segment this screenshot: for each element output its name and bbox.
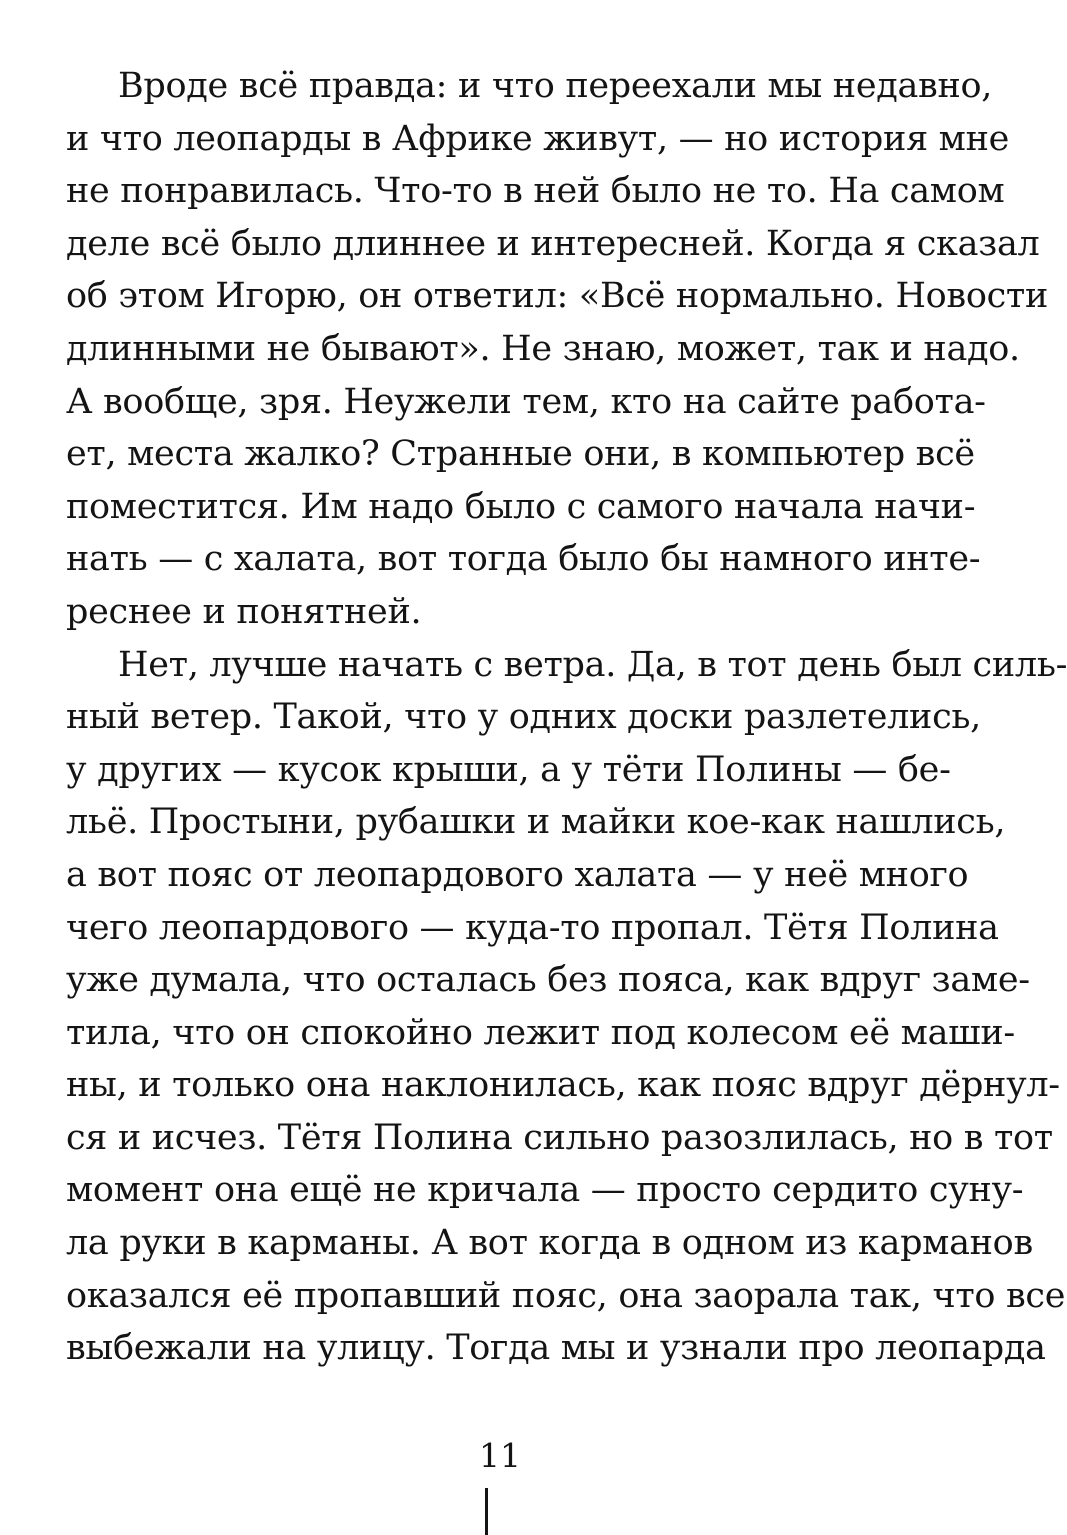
paragraph-2 (66, 639, 1067, 1375)
text-line: А вообще, зря. Неужели тем, кто на сайте работа- (66, 381, 986, 422)
text-line: длинными не бывают». Не знаю, может, так и надо. (66, 328, 1020, 369)
text-line: ный ветер. Такой, что у одних доски разлетелись, (66, 697, 981, 738)
page-rule-divider (485, 1488, 488, 1535)
text-line: тила, что он спокойно лежит под колесом её маши- (66, 1012, 1015, 1053)
text-line: чего леопардового — куда-то пропал. Тётя Полина (66, 907, 999, 948)
text-line: выбежали на улицу. Тогда мы и узнали про леопарда (66, 1328, 1046, 1369)
text-line: реснее и понятней. (66, 591, 422, 632)
text-line: момент она ещё не кричала — просто сердито суну- (66, 1170, 1024, 1211)
text-line: а вот пояс от леопардового халата — у неё много (66, 854, 969, 895)
page-number: 11 (479, 1436, 521, 1475)
text-line: уже думала, что осталась без пояса, как вдруг заме- (66, 960, 1030, 1001)
text-line: ет, места жалко? Странные они, в компьютер всё (66, 434, 975, 475)
text-line: деле всё было длиннее и интересней. Когда я сказал (66, 223, 1040, 264)
text-line: поместится. Им надо было с самого начала начи- (66, 486, 976, 527)
text-line: ны, и только она наклонилась, как пояс вдруг дёрнул- (66, 1065, 1060, 1106)
text-line: нать — с халата, вот тогда было бы намного инте- (66, 539, 981, 580)
body-text (66, 60, 1067, 1375)
text-line: Вроде всё правда: и что переехали мы недавно, (118, 66, 993, 106)
text-line: у других — кусок крыши, а у тёти Полины — бе- (66, 749, 951, 790)
text-line: и что леопарды в Африке живут, — но история мне (66, 118, 1010, 159)
paragraph-1 (66, 60, 1049, 639)
text-line: об этом Игорю, он ответил: «Всё нормально. Новости (66, 276, 1049, 317)
text-line: не понравилась. Что-то в ней было не то. На самом (66, 171, 1005, 212)
text-line: ся и исчез. Тётя Полина сильно разозлилась, но в тот (66, 1117, 1053, 1158)
text-line: оказался её пропавший пояс, она заорала так, что все (66, 1275, 1066, 1316)
text-line: Нет, лучше начать с ветра. Да, в тот день был силь- (118, 644, 1067, 685)
text-line: ла руки в карманы. А вот когда в одном из карманов (66, 1223, 1033, 1264)
text-line: льё. Простыни, рубашки и майки кое-как нашлись, (66, 802, 1006, 843)
